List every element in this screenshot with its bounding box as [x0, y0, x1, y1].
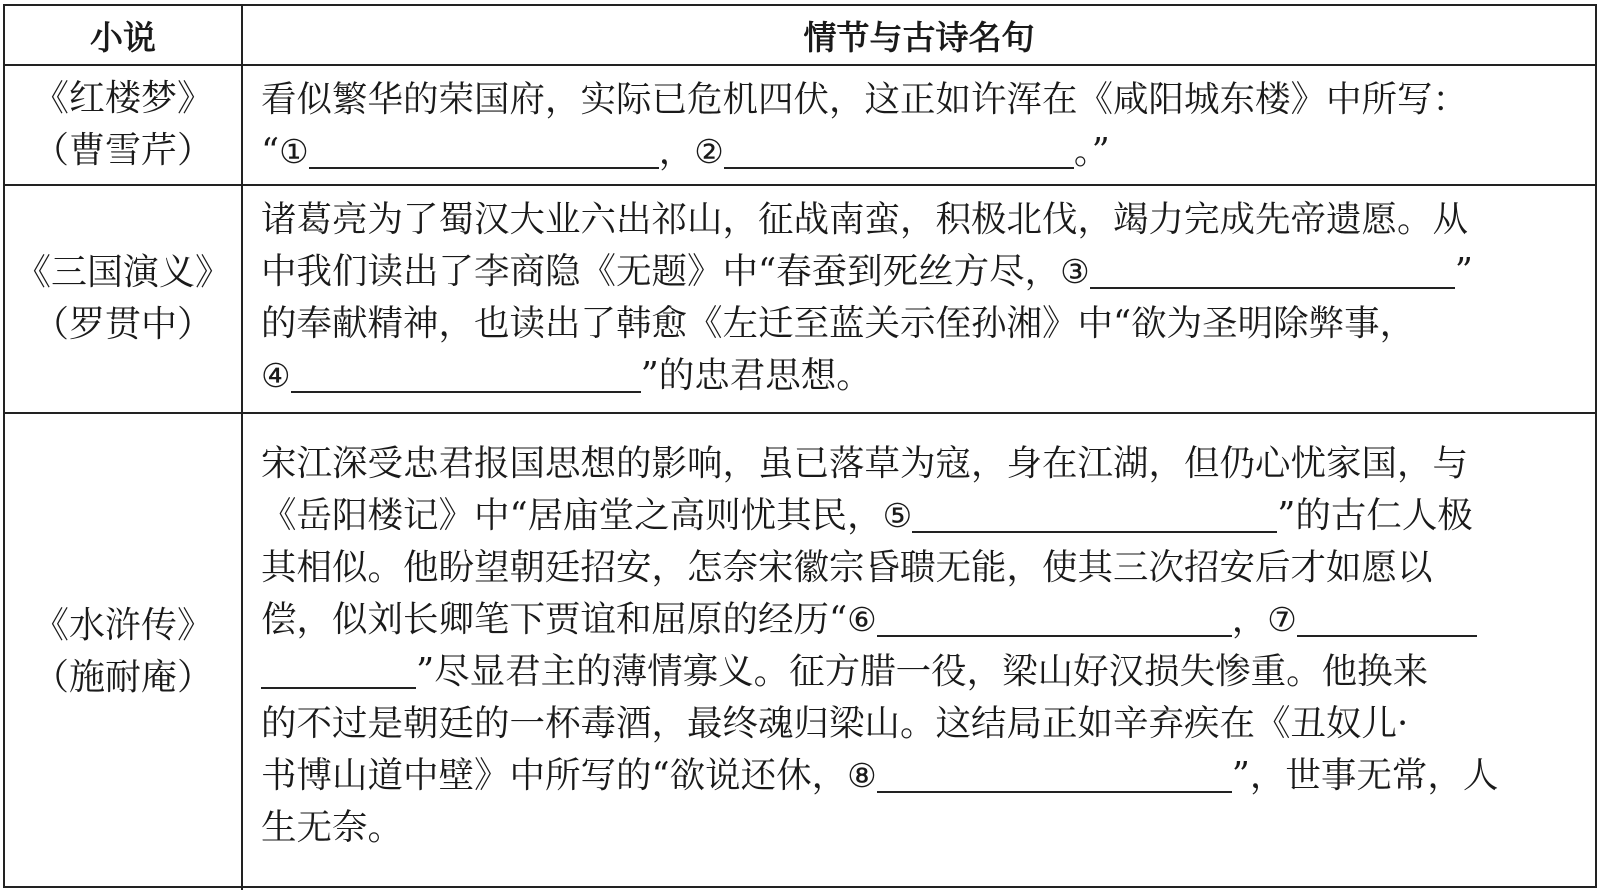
- text-line: 诸葛亮为了蜀汉大业六出祁山，征战南蛮，积极北伐，竭力完成先帝遗愿。从: [261, 199, 1469, 240]
- answer-blank-1[interactable]: [309, 129, 659, 169]
- novel-cell: [5, 414, 243, 890]
- text-line: 生无奈。: [261, 807, 404, 848]
- text-line: ④ ”的忠君思想。: [261, 355, 872, 396]
- answer-blank-2[interactable]: [724, 129, 1074, 169]
- text-line: 看似繁华的荣国府，实际已危机四伏，这正如许浑在《咸阳城东楼》中所写：: [261, 79, 1469, 120]
- novel-author: （罗贯中）: [32, 304, 213, 345]
- header-novel-label: 小说: [90, 17, 156, 57]
- novel-title: 《红楼梦》: [32, 78, 213, 119]
- blank-number: ②: [694, 132, 724, 171]
- header-plot-label: 情节与古诗名句: [803, 17, 1035, 57]
- answer-blank-4[interactable]: [291, 353, 641, 393]
- text-line: 偿，似刘长卿笔下贾谊和屈原的经历“⑥ ，⑦: [261, 594, 1581, 646]
- plot-cell: [243, 66, 1595, 184]
- blank-number: ⑦: [1267, 600, 1297, 639]
- text-line: 其相似。他盼望朝廷招安，怎奈宋徽宗昏聩无能，使其三次招安后才如愿以: [261, 547, 1433, 588]
- text-line: “① ，② 。”: [261, 131, 1110, 172]
- table-row: [5, 412, 1595, 890]
- answer-blank-5[interactable]: [912, 493, 1277, 533]
- plot-cell: [243, 414, 1595, 890]
- answer-blank-3[interactable]: [1090, 249, 1455, 289]
- answer-blank-7b[interactable]: [261, 649, 416, 689]
- text-line: 书博山道中壁》中所写的“欲说还休，⑧ ”，世事无常，人: [261, 755, 1499, 796]
- novel-title: 《三国演义》: [14, 252, 231, 293]
- blank-number: ⑥: [847, 600, 877, 639]
- answer-blank-6[interactable]: [877, 597, 1232, 637]
- table-header: [5, 6, 1595, 64]
- header-cell-novel: [5, 6, 243, 64]
- text-line: 宋江深受忠君报国思想的影响，虽已落草为寇，身在江湖，但仍心忧家国，与: [261, 443, 1469, 484]
- text-line: ”尽显君主的薄情寡义。征方腊一役，梁山好汉损失惨重。他换来: [261, 646, 1581, 698]
- text-line: 的不过是朝廷的一杯毒酒，最终魂归梁山。这结局正如辛弃疾在《丑奴儿·: [261, 703, 1409, 744]
- text-line: 中我们读出了李商隐《无题》中“春蚕到死丝方尽，③ ”: [261, 251, 1473, 292]
- table-row: [5, 64, 1595, 184]
- answer-blank-8[interactable]: [877, 753, 1232, 793]
- blank-number: ①: [279, 132, 309, 171]
- blank-number: ③: [1060, 252, 1090, 291]
- novel-title: 《水浒传》: [32, 605, 213, 646]
- blank-number: ⑧: [847, 756, 877, 795]
- plot-cell: [243, 186, 1595, 412]
- header-cell-plot: [243, 6, 1595, 64]
- novel-cell: [5, 66, 243, 184]
- novel-author: （曹雪芹）: [32, 130, 213, 171]
- text-line: 《岳阳楼记》中“居庙堂之高则忧其民，⑤ ”的古仁人极: [261, 495, 1473, 536]
- blank-number: ④: [261, 356, 291, 395]
- novel-author: （施耐庵）: [32, 657, 213, 698]
- answer-blank-7a[interactable]: [1297, 597, 1477, 637]
- novel-cell: [5, 186, 243, 412]
- poetry-table: [3, 4, 1597, 888]
- text-line: 的奉献精神，也读出了韩愈《左迁至蓝关示侄孙湘》中“欲为圣明除弊事，: [261, 303, 1416, 344]
- blank-number: ⑤: [882, 496, 913, 535]
- table-row: [5, 184, 1595, 412]
